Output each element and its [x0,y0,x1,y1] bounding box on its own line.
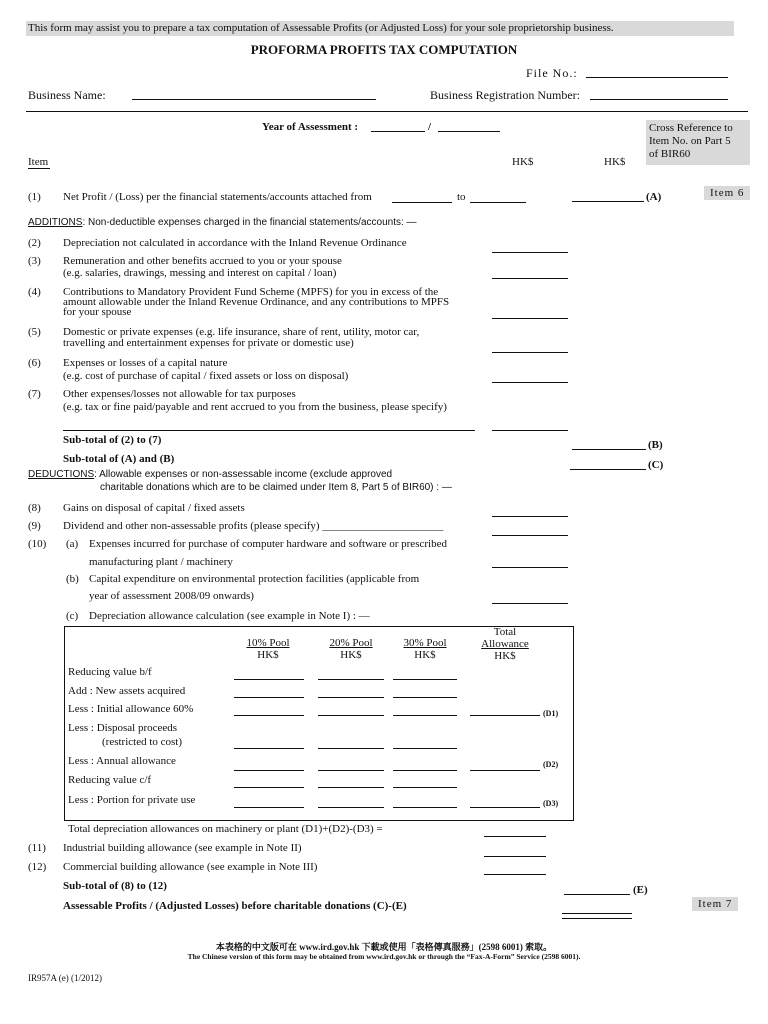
item-7-number: (7) [28,388,41,400]
subtotal-c-field[interactable] [570,469,646,470]
cross-reference-box [646,120,750,165]
total-allowance-l1: Total [493,626,517,638]
item-6-number: (6) [28,357,41,369]
brn-label: Business Registration Number: [430,88,580,102]
hk-column-header-2: HK$ [604,156,626,168]
item-5-line1: Domestic or private expenses (e.g. life insurance, share of rent, utility, motor car, [63,326,420,338]
initial-10-field[interactable] [234,715,304,716]
item-10b-amount-field[interactable] [492,603,568,604]
item-1-text: Net Profit / (Loss) per the financial statements/accounts attached from [63,191,372,203]
subtotal-2-7-label: Sub-total of (2) to (7) [63,434,162,446]
cross-ref-line3: of BIR60 [649,148,691,160]
item-4-line3: for your spouse [63,306,132,318]
pool-10-header [232,637,304,661]
header-divider [26,111,748,112]
cf-20-field[interactable] [318,787,384,788]
cross-ref-line1: Cross Reference to [649,122,733,134]
business-name-label: Business Name: [28,88,106,102]
net-profit-amount-field[interactable] [572,201,644,202]
business-name-field[interactable] [132,99,376,100]
item-3-line1: Remuneration and other benefits accrued to you or your spouse [63,255,342,267]
item-11-amount-field[interactable] [484,856,546,857]
item-8-text: Gains on disposal of capital / fixed assets [63,502,245,514]
item-10b-line1: Capital expenditure on environmental protection facilities (applicable from [89,573,420,585]
item-6-line1: Expenses or losses of a capital nature [63,357,228,369]
total-depreciation-field[interactable] [484,836,546,837]
total-allowance-l2: Allowance [481,638,529,650]
item-10a-line2: manufacturing plant / machinery [89,556,233,568]
d2-field[interactable] [470,770,540,771]
file-no-label: File No.: [526,66,578,80]
item-3-number: (3) [28,255,41,267]
mark-d3: (D3) [543,799,559,808]
dep-row-reducing-bf: Reducing value b/f [68,666,152,678]
item-4-number: (4) [28,286,41,298]
net-profit-from-field[interactable] [392,202,452,203]
assessable-profits-double-underline [562,918,632,919]
item-1-to: to [457,191,466,203]
item-4-line1: Contributions to Mandatory Provident Fund Scheme (MPFS) for you in excess of the [63,286,439,298]
year-of-assessment-label: Year of Assessment : [262,121,359,133]
year-to-field[interactable] [438,131,500,132]
item-5-number: (5) [28,326,41,338]
item-7-specify-field[interactable] [63,430,475,431]
additions-head: ADDITIONS [28,217,83,228]
add-10-field[interactable] [234,697,304,698]
disposal-10-field[interactable] [234,748,304,749]
year-separator: / [428,121,432,133]
assessable-profits-label: Assessable Profits / (Adjusted Losses) before charitable donations (C)-(E) [63,900,407,912]
item-10c-tag: (c) [66,610,79,622]
dep-row-initial: Less : Initial allowance 60% [68,703,194,715]
item-2-amount-field[interactable] [492,252,568,253]
disposal-20-field[interactable] [318,748,384,749]
form-code: IR957A (e) (1/2012) [28,973,102,983]
item-10a-tag: (a) [66,538,79,550]
initial-20-field[interactable] [318,715,384,716]
mark-d2: (D2) [543,760,559,769]
year-from-field[interactable] [371,131,425,132]
assessable-profits-field[interactable] [562,913,632,914]
pool-30-label: 30% Pool [403,637,447,649]
item-3-line2: (e.g. salaries, drawings, messing and interest on capital / loan) [63,267,337,279]
item-10-number: (10) [28,538,47,550]
item-12-text: Commercial building allowance (see example in Note III) [63,861,318,873]
annual-10-field[interactable] [234,770,304,771]
brn-field[interactable] [590,99,728,100]
additions-heading [28,217,417,228]
item-9-number: (9) [28,520,41,532]
item-12-amount-field[interactable] [484,874,546,875]
item-2-text: Depreciation not calculated in accordance with the Inland Revenue Ordinance [63,237,407,249]
net-profit-to-field[interactable] [470,202,526,203]
item-3-amount-field[interactable] [492,278,568,279]
cf-10-field[interactable] [234,787,304,788]
total-allowance-hk: HK$ [494,650,516,662]
chinese-version-note-zh: 本表格的中文版可在 www.ird.gov.hk 下載或使用「表格傳真服務」(2598 6001) 索取。 [215,942,553,952]
deductions-head: DEDUCTIONS [28,469,95,480]
file-no-field[interactable] [586,77,728,78]
bf-20-field[interactable] [318,679,384,680]
item-5-amount-field[interactable] [492,352,568,353]
item-9-text: Dividend and other non-assessable profits (please specify) ______________________ [63,520,444,532]
d1-field[interactable] [470,715,540,716]
item-6-tag: Item 6 [704,186,750,200]
mark-c: (C) [648,459,664,471]
item-9-amount-field[interactable] [492,535,568,536]
bf-10-field[interactable] [234,679,304,680]
disposal-30-field[interactable] [393,748,457,749]
pool-20-header [316,637,386,661]
d3-field[interactable] [470,807,540,808]
annual-30-field[interactable] [393,770,457,771]
item-7-line2: (e.g. tax or fine paid/payable and rent accrued to you from the business, please specify) [63,401,447,413]
item-7-tag: Item 7 [692,897,738,911]
deductions-line2: charitable donations which are to be claimed under Item 8, Part 5 of BIR60) : — [100,482,452,493]
item-7-line1: Other expenses/losses not allowable for tax purposes [63,388,296,400]
annual-20-field[interactable] [318,770,384,771]
mark-e: (E) [633,884,648,896]
mark-a: (A) [646,191,662,203]
subtotal-b-field[interactable] [572,449,646,450]
bf-30-field[interactable] [393,679,457,680]
dep-row-disposal-note: (restricted to cost) [102,736,183,748]
dep-row-annual: Less : Annual allowance [68,755,176,767]
pool-10-label: 10% Pool [246,637,290,649]
item-11-text: Industrial building allowance (see example in Note II) [63,842,302,854]
additions-text: : Non-deductible expenses charged in the financial statements/accounts: — [82,217,417,228]
item-header-underline [28,168,50,169]
subtotal-ab-label: Sub-total of (A) and (B) [63,453,175,465]
pool-30-header [390,637,460,661]
item-4-line2: amount allowable under the Inland Revenue Ordinance, and any contributions to MPFS [63,296,450,308]
item-10a-line1: Expenses incurred for purchase of computer hardware and software or prescribed [89,538,447,550]
item-8-amount-field[interactable] [492,516,568,517]
page-title: PROFORMA PROFITS TAX COMPUTATION [250,42,518,57]
item-6-line2: (e.g. cost of purchase of capital / fixed assets or loss on disposal) [63,370,349,382]
subtotal-8-12-label: Sub-total of (8) to (12) [63,880,167,892]
private-10-field[interactable] [234,807,304,808]
private-20-field[interactable] [318,807,384,808]
private-30-field[interactable] [393,807,457,808]
pool-30-hk: HK$ [414,649,436,661]
item-8-number: (8) [28,502,41,514]
item-1-number: (1) [28,191,41,203]
dep-row-disposal: Less : Disposal proceeds [68,722,178,734]
mark-b: (B) [648,439,663,451]
total-allowance-header [470,626,540,662]
item-10a-amount-field[interactable] [492,567,568,568]
dep-row-reducing-cf: Reducing value c/f [68,774,152,786]
dep-row-add: Add : New assets acquired [68,685,186,697]
pool-10-hk: HK$ [257,649,279,661]
form-purpose-banner: This form may assist you to prepare a tax computation of Assessable Profits (or Adjusted Loss) for your sole proprietorship business. [26,21,734,36]
item-5-line2: travelling and entertainment expenses for private or domestic use) [63,337,354,349]
item-column-header: Item [28,156,49,168]
initial-30-field[interactable] [393,715,457,716]
cross-ref-line2: Item No. on Part 5 [649,135,731,147]
hk-column-header-1: HK$ [512,156,534,168]
add-20-field[interactable] [318,697,384,698]
total-depreciation-label: Total depreciation allowances on machinery or plant (D1)+(D2)-(D3) = [68,823,383,835]
item-11-number: (11) [28,842,46,854]
item-12-number: (12) [28,861,47,873]
item-2-number: (2) [28,237,41,249]
item-6-amount-field[interactable] [492,382,568,383]
pool-20-label: 20% Pool [329,637,373,649]
pool-20-hk: HK$ [340,649,362,661]
item-4-amount-field[interactable] [492,318,568,319]
item-7-amount-field[interactable] [492,430,568,431]
dep-row-private: Less : Portion for private use [68,794,196,806]
item-10b-tag: (b) [66,573,79,585]
chinese-version-note-en: The Chinese version of this form may be obtained from www.ird.gov.hk or through the “Fax-A-Form” Service (2598 6001). [187,952,581,961]
cf-30-field[interactable] [393,787,457,788]
add-30-field[interactable] [393,697,457,698]
deductions-heading [28,469,392,480]
subtotal-e-field[interactable] [564,894,630,895]
mark-d1: (D1) [543,709,559,718]
item-10b-line2: year of assessment 2008/09 onwards) [89,590,254,602]
deductions-line1: : Allowable expenses or non-assessable income (exclude approved [94,469,393,480]
item-10c-text: Depreciation allowance calculation (see example in Note I) : — [89,610,370,622]
